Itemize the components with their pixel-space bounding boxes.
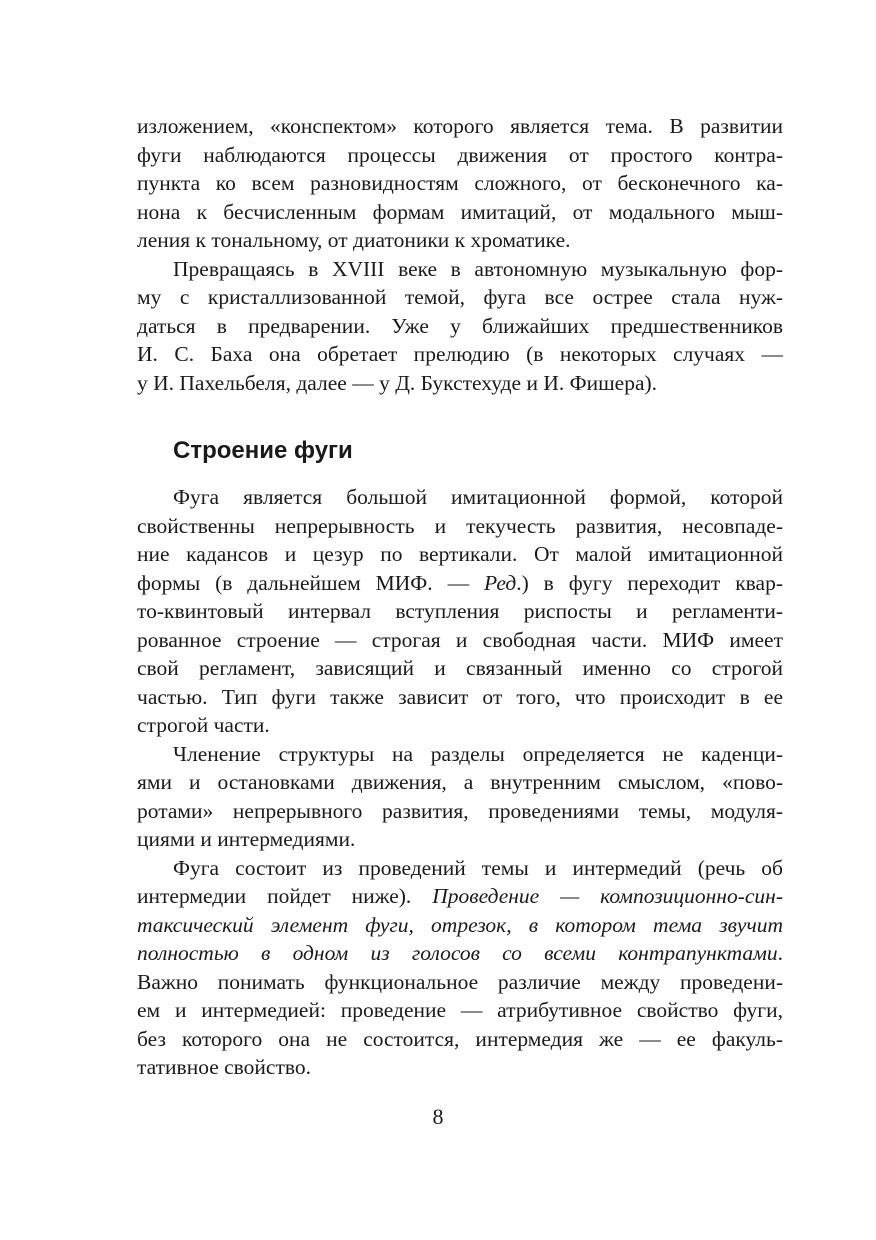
paragraph-line: фуги наблюдаются процессы движения от простого контра- <box>137 142 783 167</box>
paragraph-line: у И. Пахельбеля, далее — у Д. Букстехуде и И. Фишера). <box>137 370 658 395</box>
paragraph-line: ления к тональному, от диатоники к хроматике. <box>137 228 571 252</box>
italic-abbreviation: Ред <box>483 570 517 595</box>
paragraph-line: Членение структуры на разделы определяется не каденци- <box>173 741 783 766</box>
paragraph-line: ротами» непрерывного развития, проведениями темы, модуля- <box>137 798 783 823</box>
paragraph-line: Фуга состоит из проведений темы и интермедий (речь об <box>173 855 783 880</box>
paragraph-line: Превращаясь в XVIII веке в автономную музыкальную фор- <box>173 256 783 281</box>
paragraph-line: изложением, «конспектом» которого является тема. В развитии <box>137 114 783 138</box>
text-run: .) в фугу переходит квар- <box>516 570 783 595</box>
paragraph-line: Фуга является большой имитационной формой, которой <box>173 485 783 509</box>
text-block-section <box>137 483 783 1082</box>
italic-definition: Проведение — композиционно-син- <box>432 884 783 908</box>
paragraph-line: без которого она не состоится, интермедия же — ее факуль- <box>137 1026 783 1051</box>
paragraph-line: свойственны непрерывность и текучесть развития, несовпаде- <box>137 513 783 538</box>
paragraph-line: ем и интермедией: проведение — атрибутивное свойство фуги, <box>137 998 783 1022</box>
paragraph-line: строгой части. <box>137 713 270 737</box>
paragraph-line: нона к бесчисленным формам имитаций, от модального мыш- <box>137 199 783 224</box>
paragraph-line: му с кристаллизованной темой, фуга все острее стала нуж- <box>137 285 783 309</box>
paragraph-line: циями и интермедиями. <box>137 827 356 851</box>
text-block-top <box>137 112 783 397</box>
italic-definition: таксический элемент фуги, отрезок, в котором тема звучит <box>137 912 783 937</box>
paragraph-line <box>137 911 783 940</box>
section-heading: Строение фуги <box>173 437 353 464</box>
paragraph-line: И. С. Баха она обретает прелюдию (в некоторых случаях — <box>137 342 783 366</box>
paragraph-line: даться в предварении. Уже у ближайших предшественников <box>137 313 783 338</box>
text-run: . <box>777 941 783 965</box>
paragraph-line <box>137 939 783 968</box>
paragraph-line: Важно понимать функциональное различие между проведени- <box>137 969 783 994</box>
italic-definition: полностью в одном из голосов со всеми контрапунктами <box>137 941 778 965</box>
paragraph-line <box>137 569 783 598</box>
paragraph-line: ями и остановками движения, а внутренним смыслом, «пово- <box>137 770 783 794</box>
page-number: 8 <box>432 1104 444 1129</box>
paragraph-line: ние кадансов и цезур по вертикали. От малой имитационной <box>137 542 783 566</box>
paragraph-line: то-квинтовый интервал вступления риспосты и регламенти- <box>137 599 783 623</box>
paragraph-line: рованное строение — строгая и свободная части. МИФ имеет <box>137 627 783 652</box>
paragraph-line <box>137 882 783 911</box>
text-run: интермедии пойдет ниже). <box>137 884 433 908</box>
paragraph-line: свой регламент, зависящий и связанный именно со строгой <box>137 656 783 680</box>
text-run: формы (в дальнейшем МИФ. — <box>137 570 484 595</box>
paragraph-line: частью. Тип фуги также зависит от того, что происходит в ее <box>137 684 783 709</box>
paragraph-line: тативное свойство. <box>137 1055 312 1079</box>
paragraph-line: пункта ко всем разновидностям сложного, от бесконечного ка- <box>137 171 783 195</box>
